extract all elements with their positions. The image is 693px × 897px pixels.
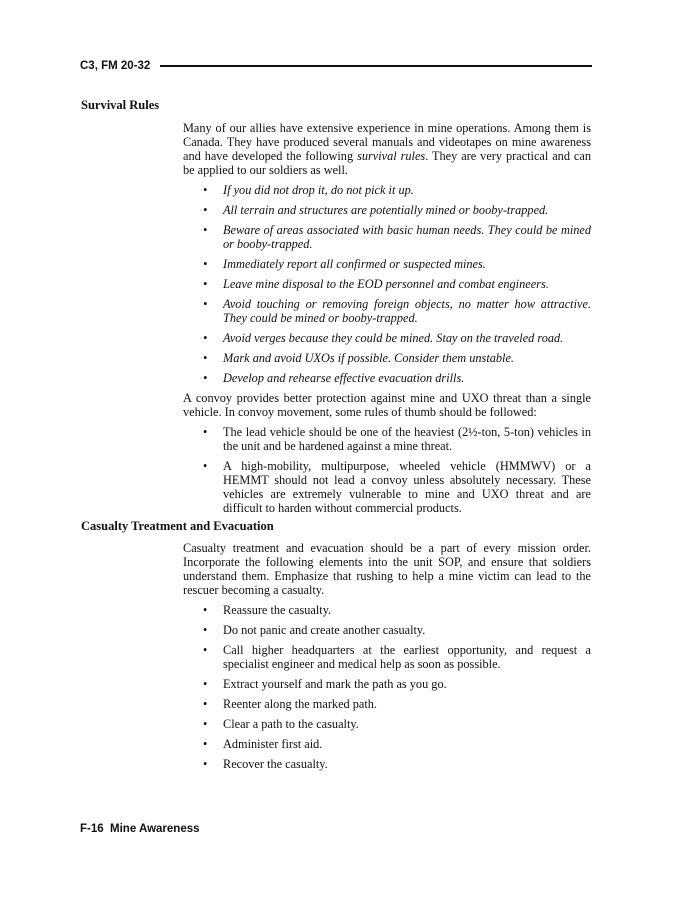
bullet-icon: • <box>203 223 208 237</box>
list-item <box>183 183 591 197</box>
survival-rules-heading: Survival Rules <box>81 98 160 112</box>
rule-text: Avoid touching or removing foreign objects, no matter how attractive. They could be mined or booby-trapped. <box>223 297 591 325</box>
bullet-icon: • <box>203 277 208 291</box>
casualty-steps-list <box>183 603 591 771</box>
list-item <box>183 277 591 291</box>
rule-text: Develop and rehearse effective evacuation drills. <box>223 371 465 385</box>
rule-text: Mark and avoid UXOs if possible. Consider them unstable. <box>223 351 515 365</box>
list-item <box>183 459 591 515</box>
step-text: Call higher headquarters at the earliest opportunity, and request a specialist engineer and medical help as soon as possible. <box>223 643 591 671</box>
bullet-icon: • <box>203 183 208 197</box>
bullet-icon: • <box>203 459 208 473</box>
step-text: Reenter along the marked path. <box>223 697 377 711</box>
bullet-icon: • <box>203 757 208 771</box>
convoy-paragraph: A convoy provides better protection against mine and UXO threat than a single vehicle. In convoy movement, some rules of thumb should be followed: <box>183 391 591 419</box>
bullet-icon: • <box>203 203 208 217</box>
header-label: C3, FM 20-32 <box>80 60 151 72</box>
list-item <box>183 717 591 731</box>
list-item <box>183 697 591 711</box>
bullet-icon: • <box>203 737 208 751</box>
step-text: Extract yourself and mark the path as you go. <box>223 677 447 691</box>
rule-text: Leave mine disposal to the EOD personnel and combat engineers. <box>223 277 549 291</box>
page-footer: F-16 Mine Awareness <box>80 823 200 835</box>
step-text: Recover the casualty. <box>223 757 328 771</box>
casualty-section <box>183 541 591 777</box>
bullet-icon: • <box>203 697 208 711</box>
list-item <box>183 603 591 617</box>
list-item <box>183 677 591 691</box>
list-item <box>183 643 591 671</box>
list-item <box>183 297 591 325</box>
list-item <box>183 257 591 271</box>
list-item <box>183 351 591 365</box>
list-item <box>183 203 591 217</box>
rule-text: If you did not drop it, do not pick it up. <box>223 183 414 197</box>
survival-intro-paragraph <box>183 121 591 177</box>
convoy-text: The lead vehicle should be one of the heaviest (2½-ton, 5-ton) vehicles in the unit and be hardened against a mine threat. <box>223 425 591 453</box>
survival-intro-start: Many of our allies have extensive experience in mine operations. Among them is Canada. They have produced several manuals and videotapes on mine awareness and have developed the following <box>183 121 591 163</box>
list-item <box>183 371 591 385</box>
rule-text: All terrain and structures are potentially mined or booby-trapped. <box>223 203 549 217</box>
rule-text: Avoid verges because they could be mined. Stay on the traveled road. <box>223 331 564 345</box>
bullet-icon: • <box>203 643 208 657</box>
bullet-icon: • <box>203 371 208 385</box>
casualty-intro-paragraph: Casualty treatment and evacuation should be a part of every mission order. Incorporate the following elements into the unit SOP, and ensure that soldiers understand them. Emphasize that rushing to help a mine victim can lead to the rescuer becoming a casualty. <box>183 541 591 597</box>
step-text: Administer first aid. <box>223 737 323 751</box>
header-rule <box>160 65 592 67</box>
list-item <box>183 757 591 771</box>
survival-intro-end: . They are very practical and can be applied to our soldiers as well. <box>183 149 591 177</box>
rule-text: Immediately report all confirmed or suspected mines. <box>223 257 486 271</box>
bullet-icon: • <box>203 351 208 365</box>
bullet-icon: • <box>203 623 208 637</box>
casualty-heading: Casualty Treatment and Evacuation <box>81 519 274 533</box>
step-text: Reassure the casualty. <box>223 603 332 617</box>
convoy-text: A high-mobility, multipurpose, wheeled vehicle (HMMWV) or a HEMMT should not lead a convoy unless absolutely necessary. These vehicles are extremely vulnerable to mine and UXO threat and are difficult to harden without commercial products. <box>223 459 591 515</box>
bullet-icon: • <box>203 257 208 271</box>
bullet-icon: • <box>203 331 208 345</box>
step-text: Clear a path to the casualty. <box>223 717 359 731</box>
list-item <box>183 623 591 637</box>
survival-rules-section <box>183 121 591 521</box>
rule-text: Beware of areas associated with basic human needs. They could be mined or booby-trapped. <box>223 223 591 251</box>
bullet-icon: • <box>203 425 208 439</box>
survival-intro-emphasis: survival rules <box>357 149 426 163</box>
convoy-list <box>183 425 591 515</box>
bullet-icon: • <box>203 297 208 311</box>
survival-rules-list <box>183 183 591 385</box>
step-text: Do not panic and create another casualty. <box>223 623 426 637</box>
bullet-icon: • <box>203 677 208 691</box>
list-item <box>183 737 591 751</box>
page-header <box>80 58 592 74</box>
list-item <box>183 223 591 251</box>
list-item <box>183 425 591 453</box>
bullet-icon: • <box>203 603 208 617</box>
bullet-icon: • <box>203 717 208 731</box>
list-item <box>183 331 591 345</box>
